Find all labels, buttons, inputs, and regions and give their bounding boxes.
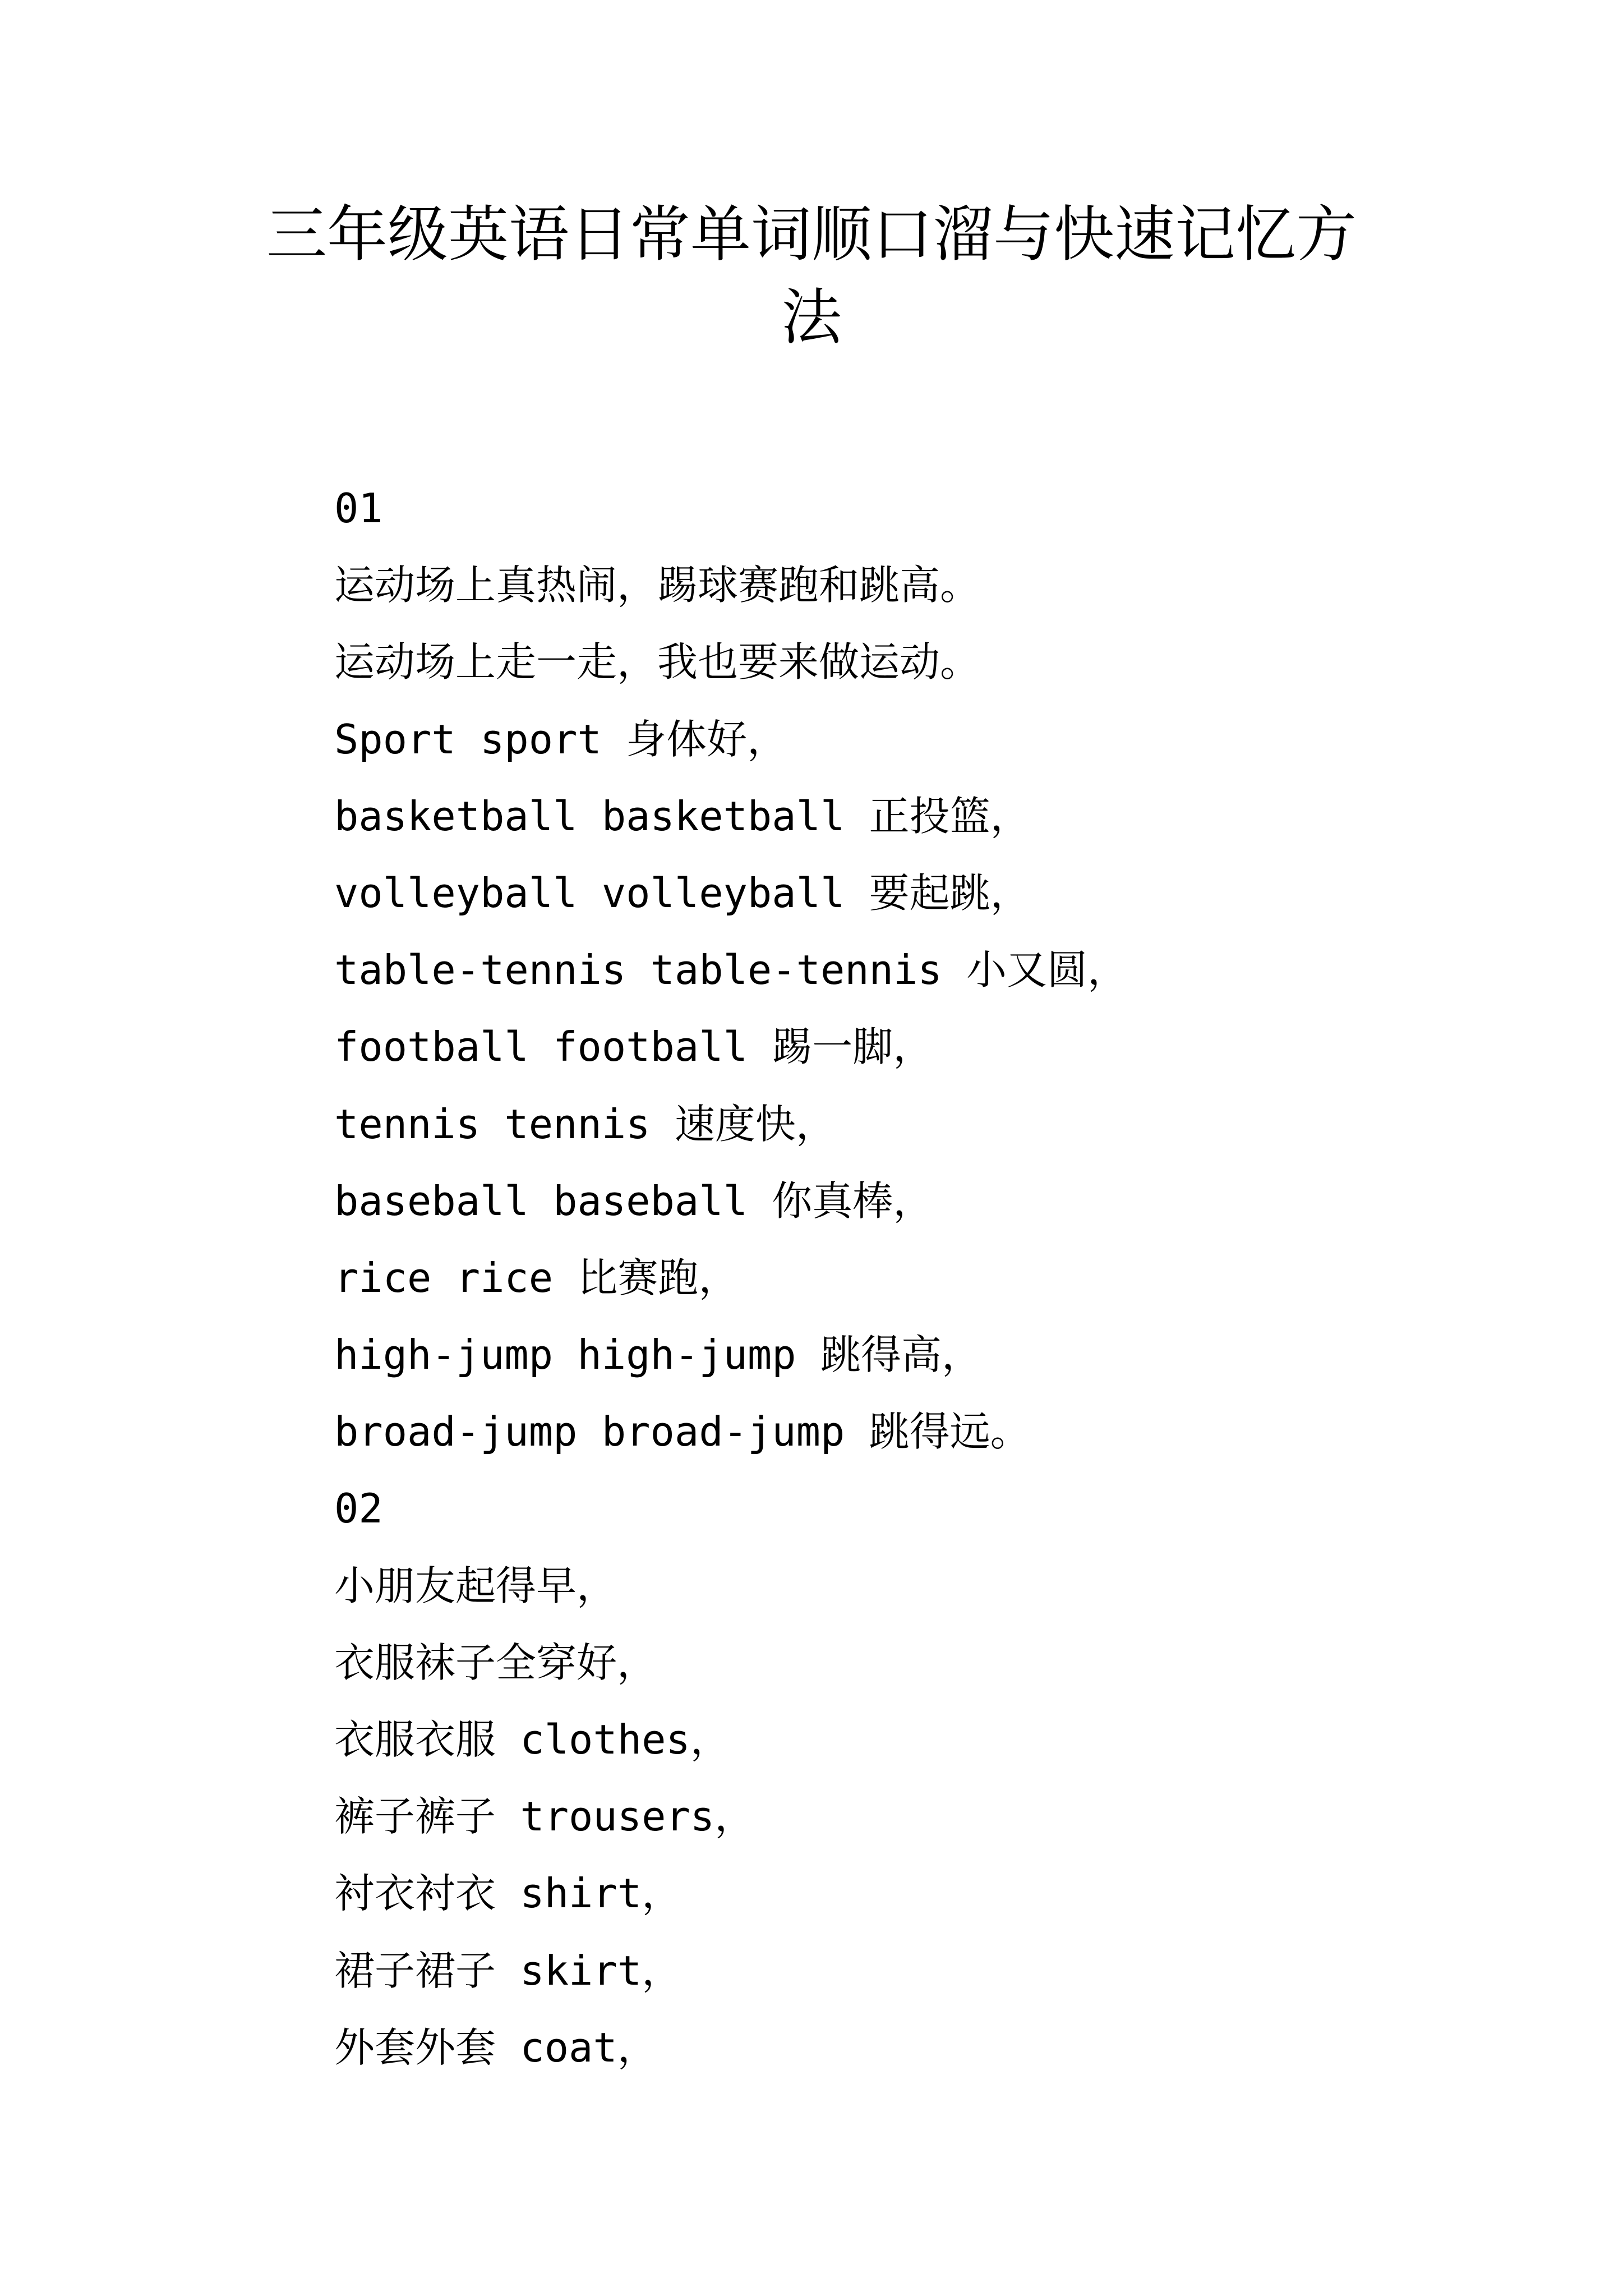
document-body xyxy=(334,470,1512,2086)
text-line: Sport sport 身体好， xyxy=(334,715,788,763)
text-line: 运动场上真热闹，踢球赛跑和跳高。 xyxy=(334,562,981,609)
document-title xyxy=(0,194,1623,360)
title-line-1: 三年级英语日常单词顺口溜与快速记忆方 xyxy=(266,200,1357,270)
text-line: baseball baseball 你真棒， xyxy=(334,1177,934,1225)
text-line: 衣服袜子全穿好， xyxy=(334,1639,658,1686)
title-line-2: 法 xyxy=(781,283,842,353)
text-line: volleyball volleyball 要起跳， xyxy=(334,869,1031,917)
section-number-02: 02 xyxy=(334,1485,383,1533)
text-line: 裤子裤子 trousers， xyxy=(334,1793,755,1841)
section-number-01: 01 xyxy=(334,485,383,532)
text-line: football football 踢一脚， xyxy=(334,1023,934,1071)
text-line: 小朋友起得早， xyxy=(334,1562,617,1609)
text-line: table-tennis table-tennis 小又圆， xyxy=(334,946,1128,994)
text-line: 运动场上走一走，我也要来做运动。 xyxy=(334,638,981,686)
text-line: 衬衣衬衣 shirt， xyxy=(334,1870,683,1917)
text-line: high-jump high-jump 跳得高， xyxy=(334,1331,982,1379)
text-line: 裙子裙子 skirt， xyxy=(334,1947,683,1994)
text-line: broad-jump broad-jump 跳得远。 xyxy=(334,1408,1031,1456)
text-line: rice rice 比赛跑， xyxy=(334,1254,739,1301)
text-line: 衣服衣服 clothes， xyxy=(334,1716,731,1763)
text-line: 外套外套 coat， xyxy=(334,2023,658,2071)
text-line: tennis tennis 速度快， xyxy=(334,1100,836,1148)
text-line: basketball basketball 正投篮， xyxy=(334,792,1031,840)
